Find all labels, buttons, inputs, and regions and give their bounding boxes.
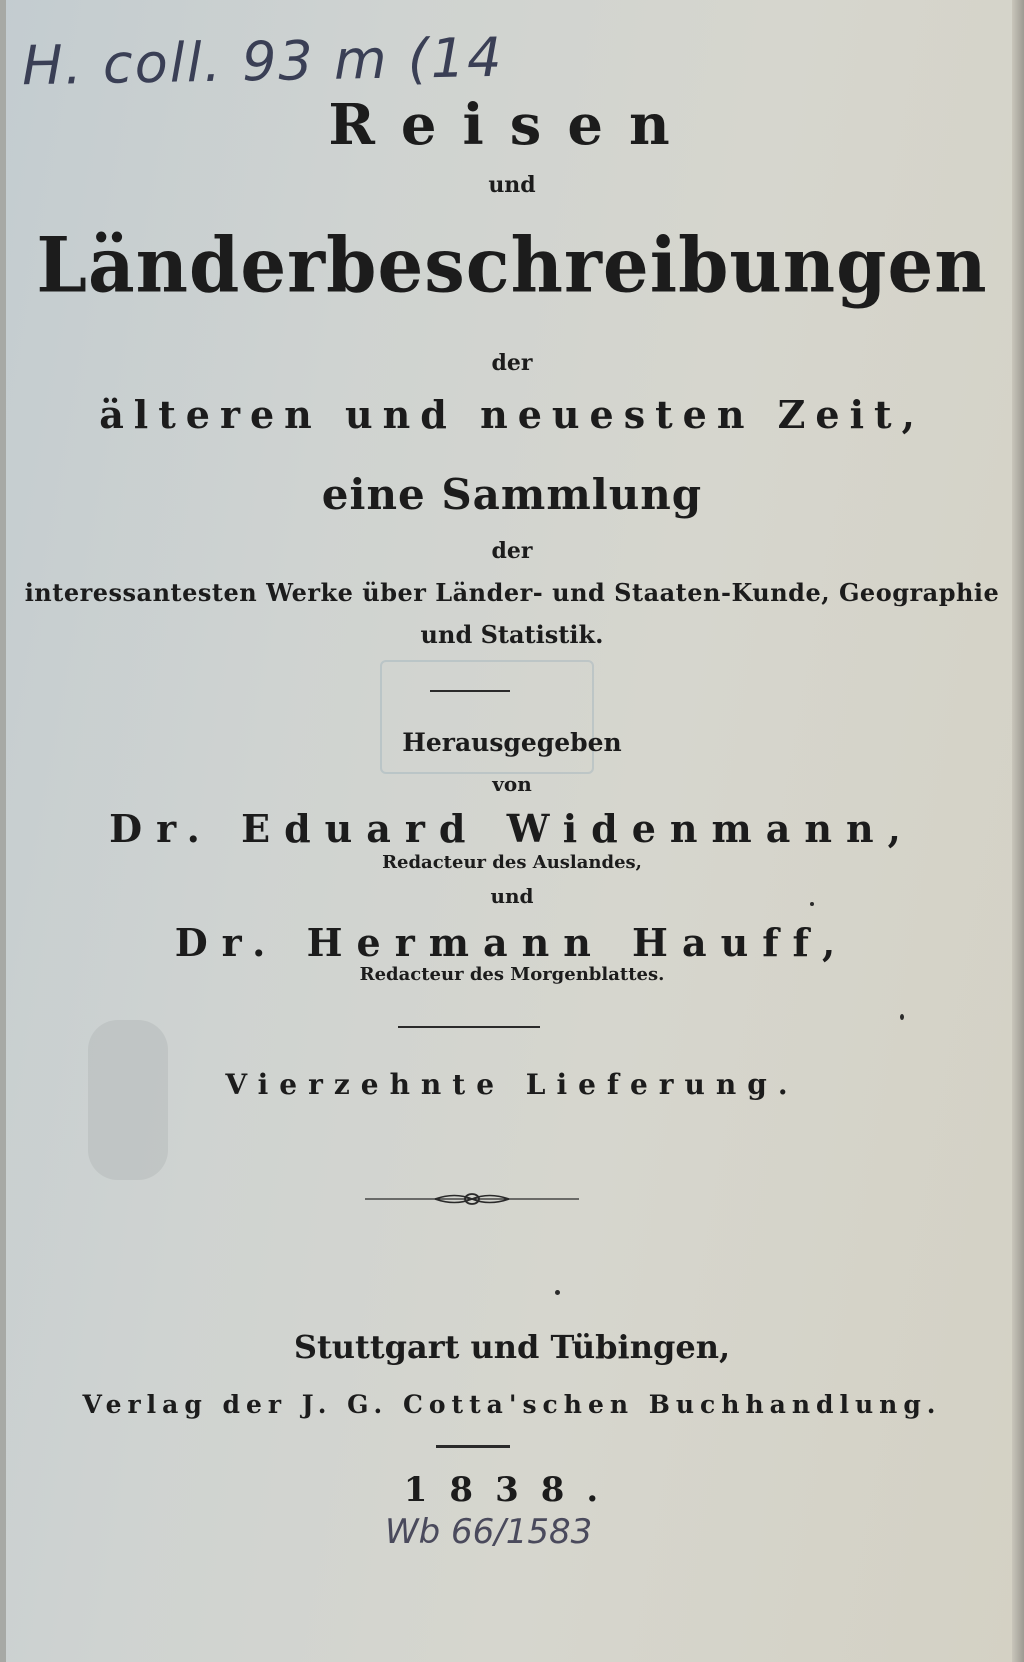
title-reisen: Reisen: [328, 92, 696, 158]
editor-1-name: Dr. Eduard Widenmann,: [109, 806, 915, 851]
title-connector: und: [488, 172, 536, 198]
divider-rule-1: [430, 690, 510, 692]
divider-rule-2: [398, 1026, 540, 1028]
imprint-publisher: Verlag der J. G. Cotta'schen Buchhandlung.: [82, 1390, 942, 1419]
title-works-line-2: und Statistik.: [420, 620, 604, 649]
title-collection: eine Sammlung: [321, 470, 703, 519]
ink-speck: [555, 1290, 560, 1295]
title-era: älteren und neuesten Zeit,: [99, 392, 925, 437]
imprint-year: 1838.: [403, 1470, 621, 1510]
title-der-1: der: [491, 350, 533, 376]
by-label: von: [492, 772, 532, 796]
main-title: Länderbeschreibungen: [36, 219, 988, 310]
editor-2-name: Dr. Hermann Hauff,: [174, 920, 850, 965]
imprint-place: Stuttgart und Tübingen,: [293, 1328, 731, 1366]
handwritten-shelfmark-bottom: Wb 66/1583: [385, 1512, 593, 1552]
title-der-2: der: [491, 538, 533, 564]
editors-and: und: [490, 884, 534, 908]
ink-speck: [900, 1014, 904, 1020]
edited-by-label: Herausgegeben: [402, 728, 622, 757]
editor-2-role: Redacteur des Morgenblattes.: [359, 964, 665, 985]
ornament-divider: [365, 1188, 579, 1210]
title-works-line-1: interessantesten Werke über Länder- und Staaten-Kunde, Geographie: [24, 578, 1000, 607]
divider-rule-3: [436, 1445, 510, 1448]
editor-1-role: Redacteur des Auslandes,: [382, 852, 642, 873]
handwritten-shelfmark-top: H. coll. 93 m (14: [21, 25, 504, 98]
ink-speck: [810, 902, 814, 906]
issue-number: Vierzehnte Lieferung.: [225, 1068, 799, 1101]
